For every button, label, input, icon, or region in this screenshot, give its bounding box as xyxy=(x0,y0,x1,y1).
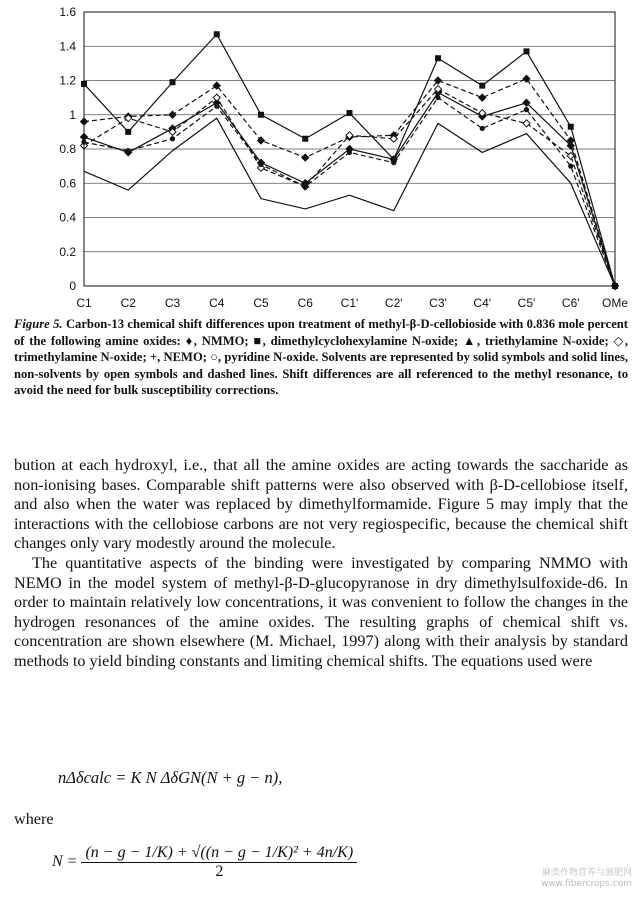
x-tick-label: C1' xyxy=(340,296,359,310)
body-text xyxy=(14,456,628,672)
data-point xyxy=(347,150,352,155)
y-tick-label: 0.2 xyxy=(59,244,76,259)
x-tick-label: C5' xyxy=(517,296,536,310)
equation-2-fraction xyxy=(81,844,357,881)
paragraph-1: bution at each hydroxyl, i.e., that all the amine oxides are acting towards the saccharide as non-ionising bases. Comparable shift patterns were also observed with β-D-cellobiose itself, and also when the water was replaced by dimethylformamide. Figure 5 may imply that the interactions with the cellobiose carbons are not very regiospecific, because the chemical shift changes only vary modestly around the molecule. xyxy=(14,456,628,553)
data-point xyxy=(480,126,485,131)
equation-2-lhs: N = xyxy=(52,853,78,871)
figure-label: Figure 5. xyxy=(14,317,63,331)
paragraph-2: The quantitative aspects of the binding were investigated by comparing NMMO with NEMO in the model system of methyl-β-D-glucopyranose in dry dimethylsulfoxide-d6. In order to maintain relatively low concentrations, it was convenient to follow the changes in the hydrogen resonances of the amine oxides. The resulting graphs of chemical shift vs. concentration are shown elsewhere (M. Michael, 1997) along with their analysis by standard methods to yield binding constants and limiting chemical shifts. The equations used were xyxy=(14,553,628,670)
x-tick-label: C4' xyxy=(473,296,492,310)
equation-2-denominator: 2 xyxy=(215,863,224,880)
data-point xyxy=(568,164,573,169)
x-tick-label: OMe xyxy=(601,296,629,310)
equation-2 xyxy=(52,844,357,881)
chart-series xyxy=(81,31,619,289)
data-point xyxy=(213,94,220,101)
data-point xyxy=(214,31,220,37)
watermark-line-2: www.fibercrops.com xyxy=(541,879,632,889)
x-axis-tick-labels xyxy=(76,296,628,310)
series-line xyxy=(84,118,615,286)
series-line xyxy=(84,89,615,286)
line-chart xyxy=(0,0,640,312)
data-point xyxy=(258,112,264,118)
watermark xyxy=(541,868,632,890)
x-tick-label: C3' xyxy=(429,296,447,310)
figure-caption xyxy=(14,316,628,399)
where-label: where xyxy=(14,810,54,828)
data-point xyxy=(303,184,308,189)
data-point xyxy=(302,154,309,161)
x-tick-label: C2' xyxy=(384,296,403,310)
y-tick-label: 0 xyxy=(69,279,76,293)
data-point xyxy=(479,83,485,89)
data-point xyxy=(126,148,131,153)
x-tick-label: C6 xyxy=(297,296,313,310)
watermark-line-1: 麻类作物营养与施肥网 xyxy=(541,868,632,878)
data-point xyxy=(169,111,176,118)
x-tick-label: C3 xyxy=(164,296,181,310)
y-axis-tick-labels xyxy=(59,5,76,293)
x-tick-label: C4 xyxy=(209,296,225,310)
data-point xyxy=(479,94,486,101)
x-tick-label: C5 xyxy=(253,296,269,310)
data-point xyxy=(524,48,530,54)
data-point xyxy=(568,124,574,130)
figure-caption-text: Carbon-13 chemical shift differences upon treatment of methyl-β-D-cellobioside with 0.836 mole percent of the following amine oxides: ♦, NMMO; ■, dimethylcyclohexylamine N-oxide; ▲, triethylamine N-oxide; ◇, trimethylamine N-oxide; +, NEMO; ○, pyridine N-oxide. Solvents are represented by solid symbols and solid lines, non-solvents by open symbols and dashed lines. Shift differences are all referenced to the methyl resonance, to avoid the need for bulk susceptibility corrections. xyxy=(14,317,628,398)
y-tick-label: 1 xyxy=(69,107,76,122)
x-tick-label: C1 xyxy=(76,296,92,310)
x-tick-label: C6' xyxy=(561,296,580,310)
data-point xyxy=(214,104,219,109)
equation-2-numerator: (n − g − 1/K) + √((n − g − 1/K)² + 4n/K) xyxy=(81,844,357,863)
equation-1: nΔδcalc = K N ΔδGN(N + g − n), xyxy=(58,768,283,787)
y-tick-label: 0.8 xyxy=(59,142,76,156)
data-point xyxy=(391,160,396,165)
data-point xyxy=(435,55,441,61)
data-point xyxy=(258,162,263,167)
series-line xyxy=(84,34,615,286)
data-point xyxy=(347,110,353,116)
data-point xyxy=(125,129,131,135)
series-line xyxy=(84,92,615,286)
data-point xyxy=(302,136,308,142)
series-line xyxy=(84,98,615,286)
y-tick-label: 1.6 xyxy=(59,5,76,19)
series-line xyxy=(84,79,615,286)
data-point xyxy=(524,107,529,112)
y-tick-label: 1.4 xyxy=(59,39,76,54)
data-point xyxy=(435,95,440,100)
x-tick-label: C2 xyxy=(120,296,136,310)
data-point xyxy=(170,136,175,141)
y-tick-label: 1.2 xyxy=(59,73,76,88)
y-tick-label: 0.4 xyxy=(59,210,76,225)
y-tick-label: 0.6 xyxy=(59,176,76,191)
data-point xyxy=(170,79,176,85)
